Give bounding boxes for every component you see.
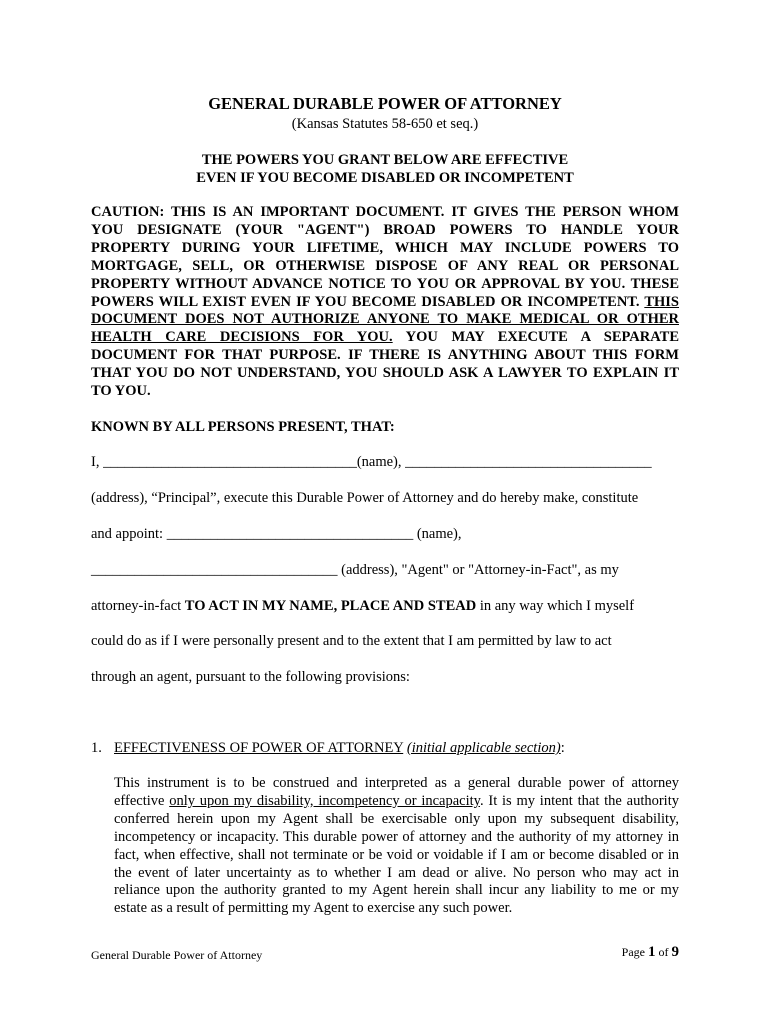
caution-text-2: YOU MAY EXECUTE A SEPARATE DOCUMENT FOR THAT PURPOSE. IF THERE IS ANYTHING ABOUT THIS FORM THAT YOU DO NOT UNDERSTAND, YOU SHOULD ASK A LAWYER TO EXPLAIN IT TO YOU. [91,329,679,400]
document-title: GENERAL DURABLE POWER OF ATTORNEY [208,94,562,113]
section-body-pre: This instrument is to be construed and interpreted as a general durable power of attorney effective [114,775,679,809]
effective-notice [0,151,770,187]
section-title: EFFECTIVENESS OF POWER OF ATTORNEY [114,740,404,756]
page-total: 9 [671,944,679,960]
personally-present-line: could do as if I were personally present and to the extent that I am permitted by law to act [91,633,612,649]
section-body-post: . It is my intent that the authority conferred herein upon my Agent shall be exercisable only upon my subsequent disability, incompetency or incapacity. This durable power of attorney and the authority of my attorney in fact, when effective, shall not terminate or be void or voidable if I am or become disabled or in the event of later uncertainty as to whether I am dead or alive. No person who may act in reliance upon the authority granted to my Agent herein shall incur any liability to me or my estate as a result of permitting my Agent to exercise any such power. [114,792,679,917]
caution-text-1: CAUTION: THIS IS AN IMPORTANT DOCUMENT. IT GIVES THE PERSON WHOM YOU DESIGNATE (YOUR "AGENT") BROAD POWERS TO HANDLE YOUR PROPERTY DURING YOUR LIFETIME, WHICH MAY INCLUDE POWERS TO MORTGAGE, SELL, OR OTHERWISE DISPOSE OF ANY REAL OR PERSONAL PROPERTY WITHOUT ADVANCE NOTICE TO YOU OR APPROVAL BY YOU. THESE POWERS WILL EXIST EVEN IF YOU BECOME DISABLED OR INCOMPETENT. [91,204,679,310]
provisions-line: through an agent, pursuant to the following provisions: [91,669,410,685]
section-body-underlined: only upon my disability, incompetency or incapacity [169,792,480,809]
act-line-pre: attorney-in-fact [91,598,185,614]
section-note: (initial applicable section) [406,740,561,756]
effective-notice-line2: EVEN IF YOU BECOME DISABLED OR INCOMPETENT [196,170,574,186]
section-colon: : [560,740,565,756]
agent-name-line: and appoint: __________________________________ (name), [91,526,462,542]
section-1-heading [91,740,565,757]
of-label: of [655,945,672,959]
act-line-bold: TO ACT IN MY NAME, PLACE AND STEAD [184,598,477,614]
statute-reference: (Kansas Statutes 58-650 et seq.) [291,116,479,132]
section-1-body [114,775,679,918]
principal-address-line: (address), “Principal”, execute this Durable Power of Attorney and do hereby make, constitute [91,490,639,506]
caution-paragraph [91,204,679,401]
act-line-post: in any way which I myself [476,598,635,614]
section-number: 1. [91,740,102,756]
footer-document-name: General Durable Power of Attorney [91,948,263,962]
agent-address-line: __________________________________ (address), "Agent" or "Attorney-in-Fact", as my [91,562,619,578]
caution-underlined-text: THIS DOCUMENT DOES NOT AUTHORIZE ANYONE TO MAKE MEDICAL OR OTHER HEALTH CARE DECISIONS FOR YOU. [91,293,679,346]
known-heading: KNOWN BY ALL PERSONS PRESENT, THAT: [91,419,395,435]
act-in-name-line [91,598,634,615]
effective-notice-line1: THE POWERS YOU GRANT BELOW ARE EFFECTIVE [201,152,569,168]
page-label: Page [621,945,648,959]
principal-name-line: I, ___________________________________(name), __________________________________ [91,454,652,470]
page-current: 1 [648,944,656,960]
footer-page-number [622,944,679,961]
